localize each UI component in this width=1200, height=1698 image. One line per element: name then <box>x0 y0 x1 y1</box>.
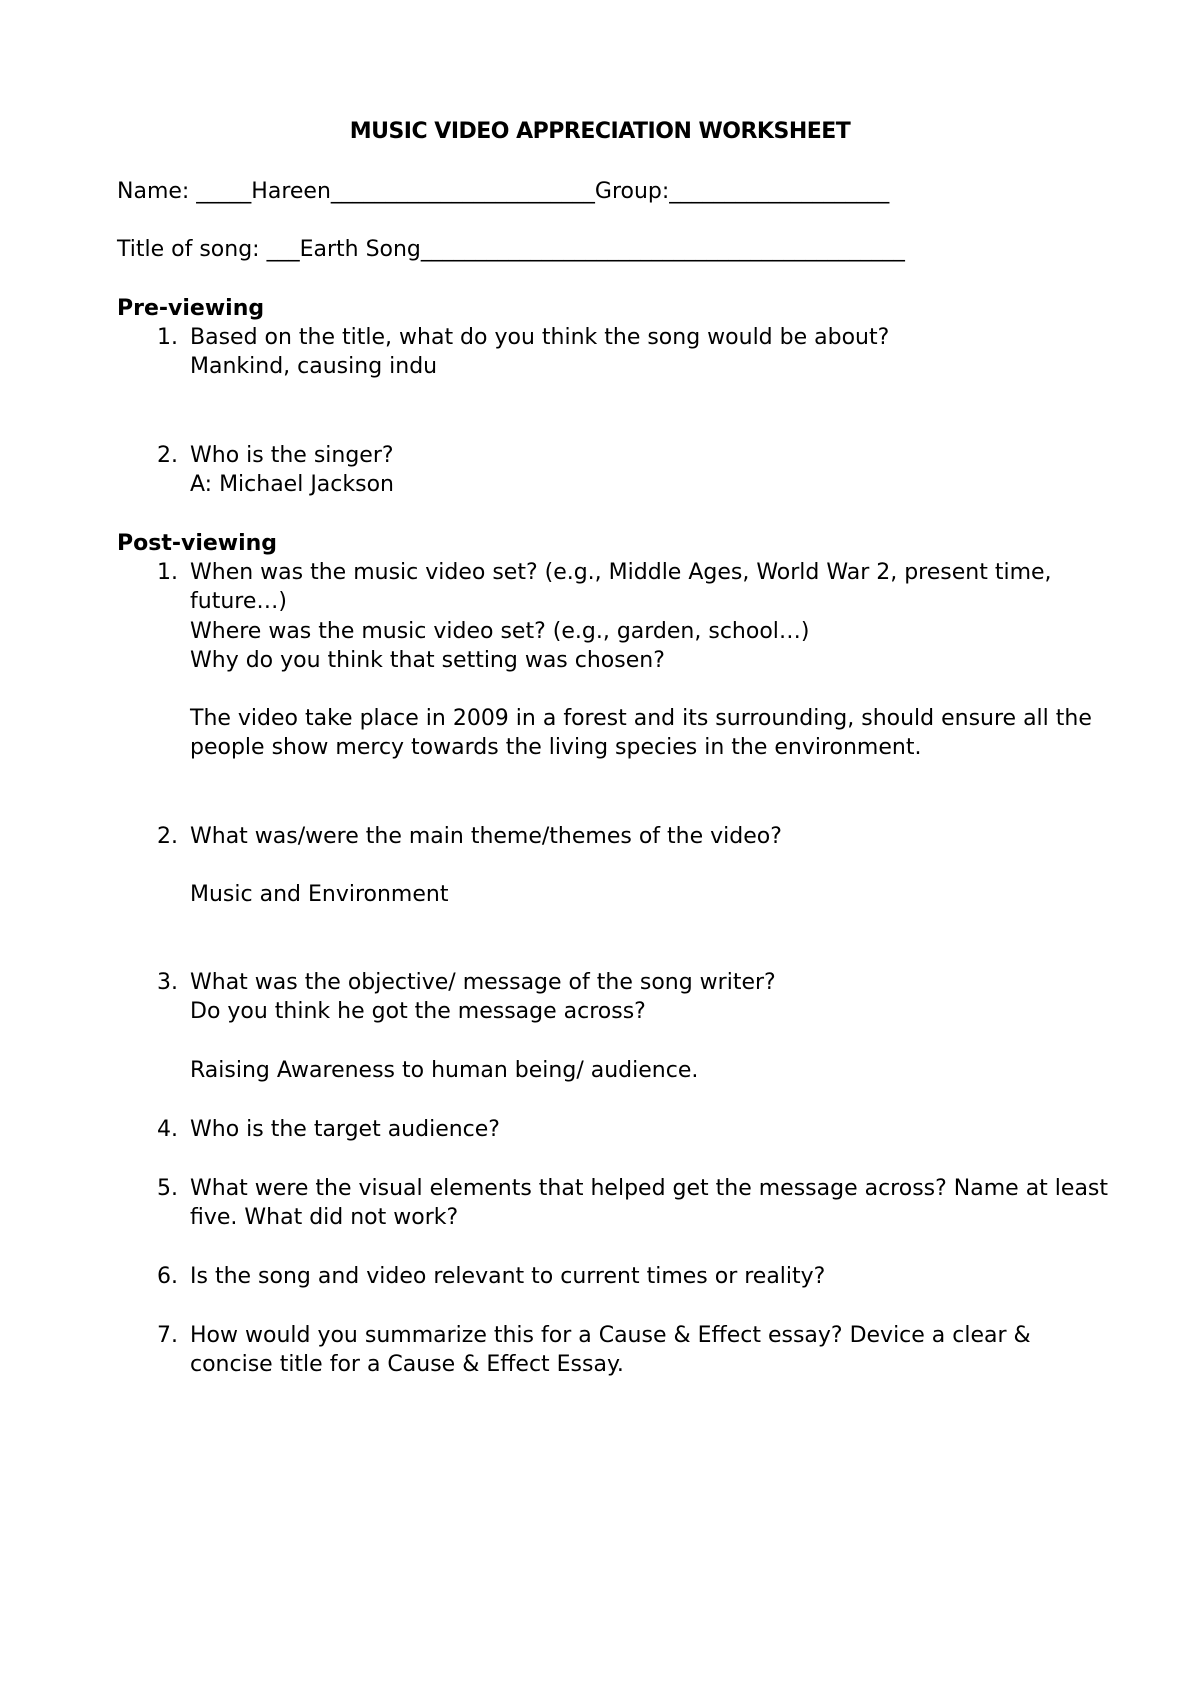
pre-viewing-heading: Pre-viewing <box>117 296 265 321</box>
question-text: Who is the target audience? <box>190 1117 500 1142</box>
question-text: future…) <box>190 589 287 614</box>
answer-text: Music and Environment <box>190 882 449 907</box>
question-text: Who is the singer? <box>190 443 394 468</box>
question-text: five. What did not work? <box>190 1205 459 1230</box>
answer-text: Mankind, causing indu <box>190 354 438 379</box>
question-text: Why do you think that setting was chosen? <box>190 648 665 673</box>
question-text: Is the song and video relevant to current times or reality? <box>190 1264 826 1289</box>
post-viewing-heading: Post-viewing <box>117 531 278 556</box>
question-text: What was/were the main theme/themes of the video? <box>190 824 782 849</box>
item-number: 4. <box>157 1117 178 1142</box>
question-text: Where was the music video set? (e.g., garden, school…) <box>190 619 810 644</box>
question-text: What were the visual elements that helped get the message across? Name at least <box>190 1176 1109 1201</box>
answer-text: people show mercy towards the living species in the environment. <box>190 735 922 760</box>
question-text: What was the objective/ message of the song writer? <box>190 970 776 995</box>
answer-text: The video take place in 2009 in a forest and its surrounding, should ensure all the <box>190 706 1092 731</box>
name-group-line: Name: _____Hareen________________________Group:____________________ <box>117 179 890 204</box>
question-text: How would you summarize this for a Cause & Effect essay? Device a clear & <box>190 1323 1031 1348</box>
song-title-line: Title of song: ___Earth Song____________________________________________ <box>117 237 905 262</box>
item-number: 1. <box>157 560 178 585</box>
item-number: 2. <box>157 824 178 849</box>
question-text: When was the music video set? (e.g., Middle Ages, World War 2, present time, <box>190 560 1052 585</box>
item-number: 1. <box>157 325 178 350</box>
question-text: Based on the title, what do you think the song would be about? <box>190 325 890 350</box>
item-number: 5. <box>157 1176 178 1201</box>
answer-text: A: Michael Jackson <box>190 472 394 497</box>
item-number: 3. <box>157 970 178 995</box>
worksheet-title: MUSIC VIDEO APPRECIATION WORKSHEET <box>349 119 851 144</box>
question-text: Do you think he got the message across? <box>190 999 646 1024</box>
item-number: 7. <box>157 1323 178 1348</box>
item-number: 6. <box>157 1264 178 1289</box>
answer-text: Raising Awareness to human being/ audience. <box>190 1058 699 1083</box>
item-number: 2. <box>157 443 178 468</box>
question-text: concise title for a Cause & Effect Essay. <box>190 1352 624 1377</box>
